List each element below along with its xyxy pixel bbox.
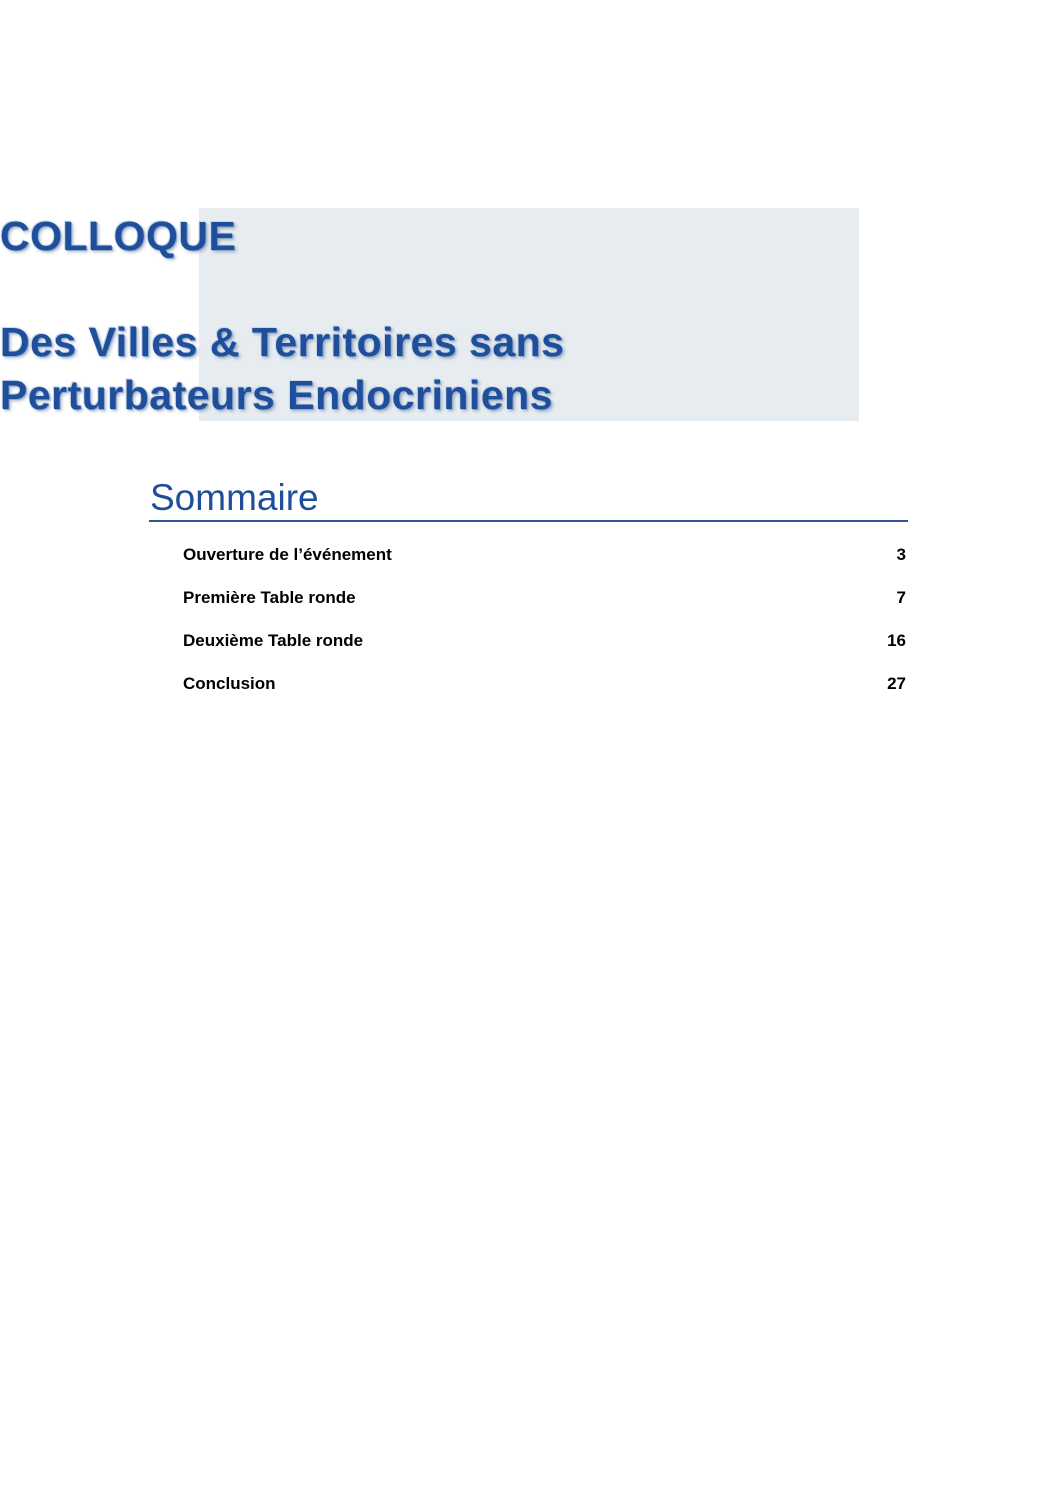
toc-entry-page: 7	[896, 588, 906, 607]
toc-entry-page: 16	[887, 631, 906, 650]
toc-entry-deuxieme-table-ronde[interactable]	[183, 626, 906, 669]
title-line-1: Des Villes & Territoires sans	[0, 319, 565, 365]
toc-entry-page: 3	[896, 545, 906, 564]
toc-entry-ouverture[interactable]	[183, 540, 906, 583]
title-colloque: COLLOQUE	[0, 213, 237, 259]
toc-entry-label: Première Table ronde	[183, 588, 356, 607]
toc-entry-label: Ouverture de l’événement	[183, 545, 392, 564]
toc-list	[183, 540, 906, 712]
toc-entry-conclusion[interactable]	[183, 669, 906, 712]
toc-entry-label: Deuxième Table ronde	[183, 631, 364, 650]
toc-entry-premiere-table-ronde[interactable]	[183, 583, 906, 626]
toc-entry-page: 27	[887, 674, 906, 693]
toc-divider	[149, 520, 908, 522]
toc-entry-label: Conclusion	[183, 674, 276, 693]
title-line-2: Perturbateurs Endocriniens	[0, 372, 553, 418]
toc-heading: Sommaire	[150, 477, 319, 518]
